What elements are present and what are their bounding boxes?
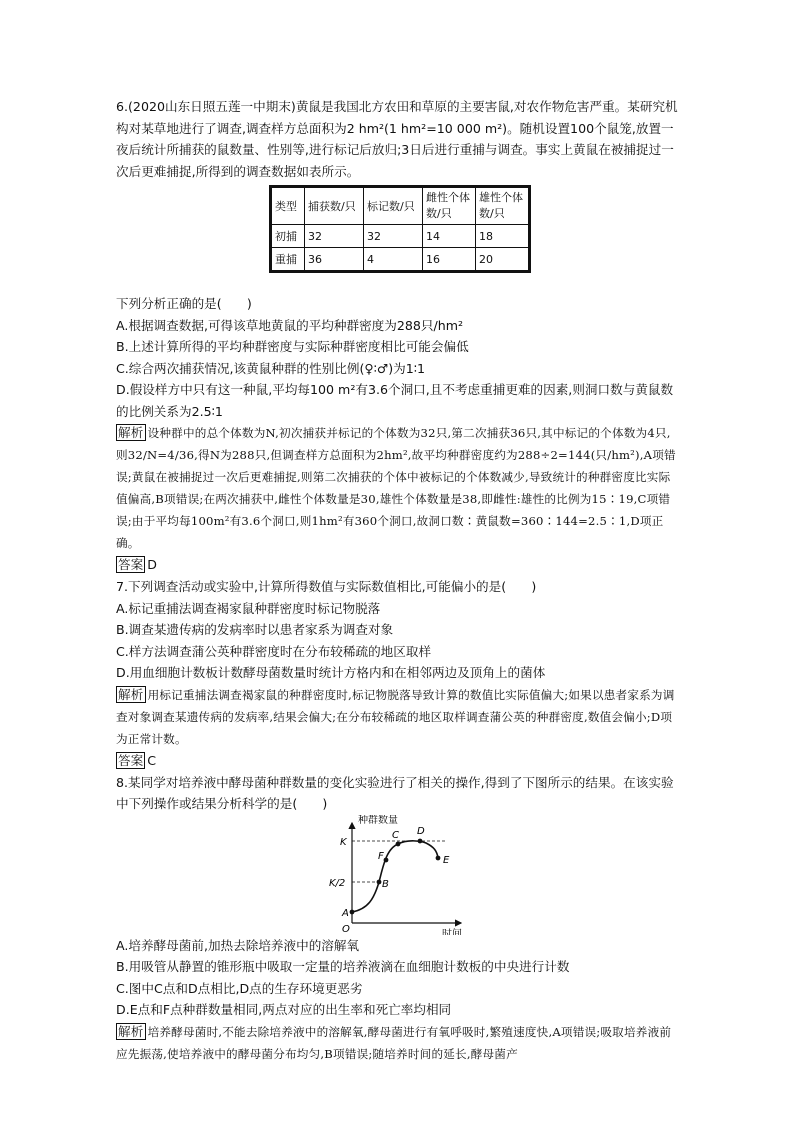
table-row [271, 225, 530, 248]
q8-stem: 8.某同学对培养液中酵母菌种群数量的变化实验进行了相关的操作,得到了下图所示的结果。在该实验中下列操作或结果分析科学的是( ) [116, 774, 674, 811]
y-axis-label: 种群数量 [358, 814, 398, 826]
table-cell: 14 [423, 225, 476, 248]
q8-growth-curve-figure [116, 815, 682, 935]
q8-analysis [116, 1021, 682, 1065]
table-cell: 32 [364, 225, 423, 248]
q8-option-c: C.图中C点和D点相比,D点的生存环境更恶劣 [116, 980, 363, 996]
q6-data-table [269, 185, 531, 273]
growth-curve [352, 840, 438, 911]
point-label-e: E [443, 854, 450, 866]
point-d [418, 838, 423, 843]
answer-tag: 答案 [118, 557, 144, 572]
table-header-cell: 捕获数/只 [305, 187, 364, 225]
q6-analysis [116, 422, 682, 554]
x-axis-label: 时间 [442, 928, 462, 935]
q7-option-a: A.标记重捕法调查褐家鼠种群密度时标记物脱落 [116, 600, 381, 616]
point-e [436, 855, 441, 860]
point-label-f: F [378, 850, 384, 862]
point-c [396, 841, 401, 846]
table-cell: 18 [476, 225, 530, 248]
q7-answer [116, 750, 682, 772]
tick-label-k-half: K/2 [329, 877, 346, 889]
answer-value: D [147, 557, 157, 572]
q8-option-d: D.E点和F点种群数量相同,两点对应的出生率和死亡率均相同 [116, 1002, 452, 1017]
q8-option-a: A.培养酵母菌前,加热去除培养液中的溶解氧 [116, 937, 360, 953]
table-header-row [271, 187, 530, 225]
analysis-tag: 解析 [118, 686, 144, 702]
q6-answer [116, 554, 682, 576]
q7-analysis [116, 684, 682, 750]
analysis-tag: 解析 [118, 425, 144, 440]
q7-option-b: B.调查某遗传病的发病率时以患者家系为调查对象 [116, 622, 394, 637]
table-cell: 重捕 [271, 248, 305, 272]
point-f [384, 857, 389, 862]
table-row [271, 248, 530, 272]
origin-label: O [342, 923, 350, 935]
table-header-cell: 雄性个体数/只 [476, 187, 530, 225]
table-cell: 20 [476, 248, 530, 272]
q7-option-c: C.样方法调查蒲公英种群密度时在分布较稀疏的地区取样 [116, 643, 432, 659]
q6-option-d: D.假设样方中只有这一种鼠,平均每100 m²有3.6个洞口,且不考虑重捕更难的因素,则洞口数与黄鼠数的比例关系为2.5∶1 [116, 382, 674, 419]
table-cell: 36 [305, 248, 364, 272]
point-label-a: A [342, 907, 349, 919]
point-b [377, 879, 382, 884]
analysis-text: 培养酵母菌时,不能去除培养液中的溶解氧,酵母菌进行有氧呼吸时,繁殖速度快,A项错误;吸取培养液前应先振荡,使培养液中的酵母菌分布均匀,B项错误;随培养时间的延长,酵母菌产 [116, 1024, 672, 1061]
point-label-b: B [382, 878, 389, 890]
q8-option-b: B.用吸管从静置的锥形瓶中吸取一定量的培养液滴在血细胞计数板的中央进行计数 [116, 959, 570, 974]
growth-curve-svg [116, 815, 682, 935]
table-cell: 初捕 [271, 225, 305, 248]
table-cell: 4 [364, 248, 423, 272]
point-a [350, 909, 355, 914]
q6-option-b: B.上述计算所得的平均种群密度与实际种群密度相比可能会偏低 [116, 339, 469, 354]
point-label-c: C [392, 829, 399, 841]
analysis-text: 设种群中的总个体数为N,初次捕获并标记的个体数为32只,第二次捕获36只,其中标记的个体数为4只,则32/N=4/36,得N为288只,但调查样方总面积为2hm²,故平均种群密度约为288÷2=144(只/hm²),A项错误;黄鼠在被捕捉过一次后更难捕捉,则第二次捕获的个体中被标记的个体数减少,导致统计的种群密度比实际值偏高,B项错误;在两次捕获中,雌性个体数量是30,雄性个体数量是38,即雌性:雄性的比例为15∶19,C项错误;由于平均每100m²有3.6个洞口,则1hm²有360个洞口,故洞口数∶黄鼠数=360∶144=2.5∶1,D项正确。 [116, 426, 676, 550]
tick-label-k: K [340, 836, 347, 848]
point-label-d: D [417, 825, 425, 837]
q7-stem: 7.下列调查活动或实验中,计算所得数值与实际数值相比,可能偏小的是( ) [116, 579, 537, 594]
page-content [116, 96, 682, 1065]
table-cell: 32 [305, 225, 364, 248]
answer-value: C [147, 752, 156, 768]
analysis-text: 用标记重捕法调查褐家鼠的种群密度时,标记物脱落导致计算的数值比实际值偏大;如果以患者家系为调查对象调查某遗传病的发病率,结果会偏大;在分布较稀疏的地区取样调查蒲公英的种群密度,数值会偏小;D项为正常计数。 [116, 687, 675, 746]
q6-option-a: A.根据调查数据,可得该草地黄鼠的平均种群密度为288只/hm² [116, 317, 464, 333]
q7-option-d: D.用血细胞计数板计数酵母菌数量时统计方格内和在相邻两边及顶角上的菌体 [116, 665, 546, 680]
q6-question: 下列分析正确的是( ) [116, 296, 252, 311]
analysis-tag: 解析 [118, 1023, 144, 1039]
table-header-cell: 类型 [271, 187, 305, 225]
q6-stem: 6.(2020山东日照五莲一中期末)黄鼠是我国北方农田和草原的主要害鼠,对农作物危害严重。某研究机构对某草地进行了调查,调查样方总面积为2 hm²(1 hm²=10 000 m²)。随机设置100个鼠笼,放置一夜后统计所捕获的鼠数量、性别等,进行标记后放归;3日后进行重捕与调查。事实上黄鼠在被捕捉过一次后更难捕捉,所得到的调查数据如表所示。 [116, 99, 678, 179]
table-cell: 16 [423, 248, 476, 272]
q6-option-c: C.综合两次捕获情况,该黄鼠种群的性别比例(♀∶♂)为1∶1 [116, 360, 426, 376]
table-header-cell: 雌性个体数/只 [423, 187, 476, 225]
table-header-cell: 标记数/只 [364, 187, 423, 225]
answer-tag: 答案 [118, 752, 144, 768]
